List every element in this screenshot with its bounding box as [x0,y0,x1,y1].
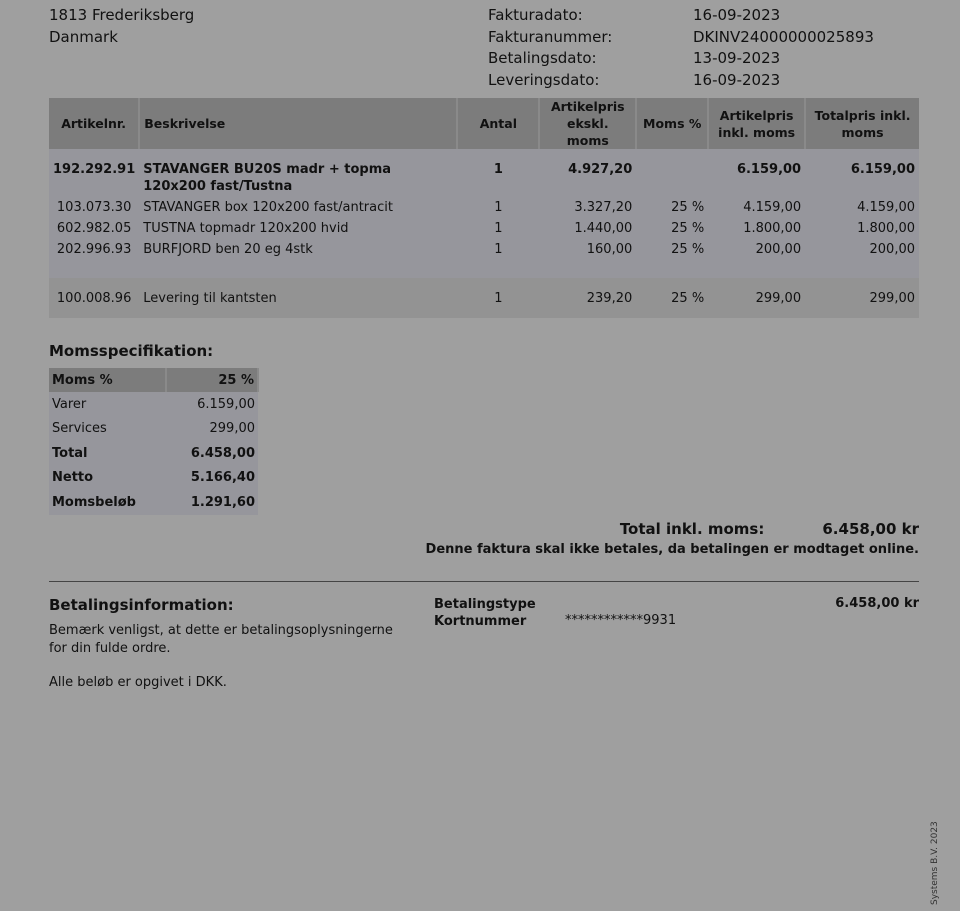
col-header: Antal [457,98,539,149]
cell-ex: 4.927,20 [539,159,636,197]
address-line: 1813 Frederiksberg [49,6,195,24]
cell-total: 200,00 [805,239,919,260]
total-label: Total inkl. moms: [619,520,765,538]
cell-desc: STAVANGER box 120x200 fast/antracit [139,197,457,218]
table-row [49,218,919,239]
vat-head: Moms % [49,368,166,392]
vat-label: Momsbeløb [49,490,166,515]
col-header: Artikelpris inkl. moms [708,98,805,149]
invoice-meta [488,5,874,91]
col-header: Totalpris inkl. moms [805,98,919,149]
meta-label: Fakturanummer: [488,27,613,46]
paid-note: Denne faktura skal ikke betales, da betalingen er modtaget online. [425,542,919,557]
col-header: Beskrivelse [139,98,457,149]
meta-value: DKINV24000000025893 [693,27,874,46]
meta-label: Leveringsdato: [488,70,600,89]
meta-value: 16-09-2023 [693,70,781,89]
vat-label: Total [49,441,166,466]
cell-nr: 100.008.96 [49,278,139,318]
meta-label: Betalingsdato: [488,49,597,67]
cell-desc: Levering til kantsten [139,278,457,318]
address-line: Danmark [49,27,118,46]
items-table [49,98,919,318]
cell-inc: 299,00 [708,278,805,318]
cell-total: 299,00 [805,278,919,318]
cell-desc: BURFJORD ben 20 eg 4stk [139,239,457,260]
vat-label: Services [49,417,166,442]
vat-label: Netto [49,466,166,491]
meta-label: Fakturadato: [488,6,583,24]
cell-inc: 4.159,00 [708,197,805,218]
cell-vat: 25 % [636,239,708,260]
cell-qty: 1 [457,197,539,218]
col-header: Moms % [636,98,708,149]
card-label: Kortnummer [434,614,527,629]
cell-inc: 200,00 [708,239,805,260]
cell-total: 6.159,00 [805,159,919,197]
col-header: Artikelnr. [49,98,139,149]
cell-nr: 192.292.91 [49,159,139,197]
cell-nr: 202.996.93 [49,239,139,260]
vat-spec-title: Momsspecifikation: [49,342,214,360]
divider [49,581,919,582]
vat-label: Varer [49,392,166,417]
cell-vat [636,159,708,197]
cell-vat: 25 % [636,218,708,239]
vat-value: 299,00 [166,417,258,442]
cell-vat: 25 % [636,278,708,318]
card-number: ************9931 [565,613,677,628]
currency-note: Alle beløb er opgivet i DKK. [49,675,227,690]
vat-value: 1.291,60 [166,490,258,515]
cell-nr: 602.982.05 [49,218,139,239]
payment-title: Betalingsinformation: [49,596,234,614]
cell-ex: 160,00 [539,239,636,260]
cell-desc: STAVANGER BU20S madr + topma 120x200 fast/Tustna [139,159,457,197]
cell-ex: 239,20 [539,278,636,318]
meta-value: 13-09-2023 [693,49,781,67]
footer-text: Systems B.V. 2023 [930,821,940,905]
cell-qty: 1 [457,278,539,318]
vat-value: 6.159,00 [166,392,258,417]
cell-total: 1.800,00 [805,218,919,239]
table-row [49,159,919,197]
payment-amount: 6.458,00 kr [835,596,919,611]
cell-ex: 3.327,20 [539,197,636,218]
col-header: Artikelpris ekskl. moms [539,98,636,149]
cell-inc: 6.159,00 [708,159,805,197]
payment-text: Bemærk venligst, at dette er betalingsoplysningerne for din fulde ordre. [49,623,393,656]
payment-labels [434,596,536,630]
cell-total: 4.159,00 [805,197,919,218]
table-row [49,239,919,260]
cell-desc: TUSTNA topmadr 120x200 hvid [139,218,457,239]
cell-qty: 1 [457,239,539,260]
payment-type-label: Betalingstype [434,597,536,612]
grand-total [620,520,919,538]
table-row [49,197,919,218]
vat-spec-table [49,368,259,515]
cell-nr: 103.073.30 [49,197,139,218]
cell-inc: 1.800,00 [708,218,805,239]
cell-vat: 25 % [636,197,708,218]
table-row [49,278,919,318]
vat-value: 5.166,40 [166,466,258,491]
meta-value: 16-09-2023 [693,6,781,24]
vat-head: 25 % [166,368,258,392]
customer-address [49,5,194,48]
cell-qty: 1 [457,159,539,197]
cell-qty: 1 [457,218,539,239]
total-value: 6.458,00 kr [822,520,919,538]
vat-value: 6.458,00 [166,441,258,466]
cell-ex: 1.440,00 [539,218,636,239]
